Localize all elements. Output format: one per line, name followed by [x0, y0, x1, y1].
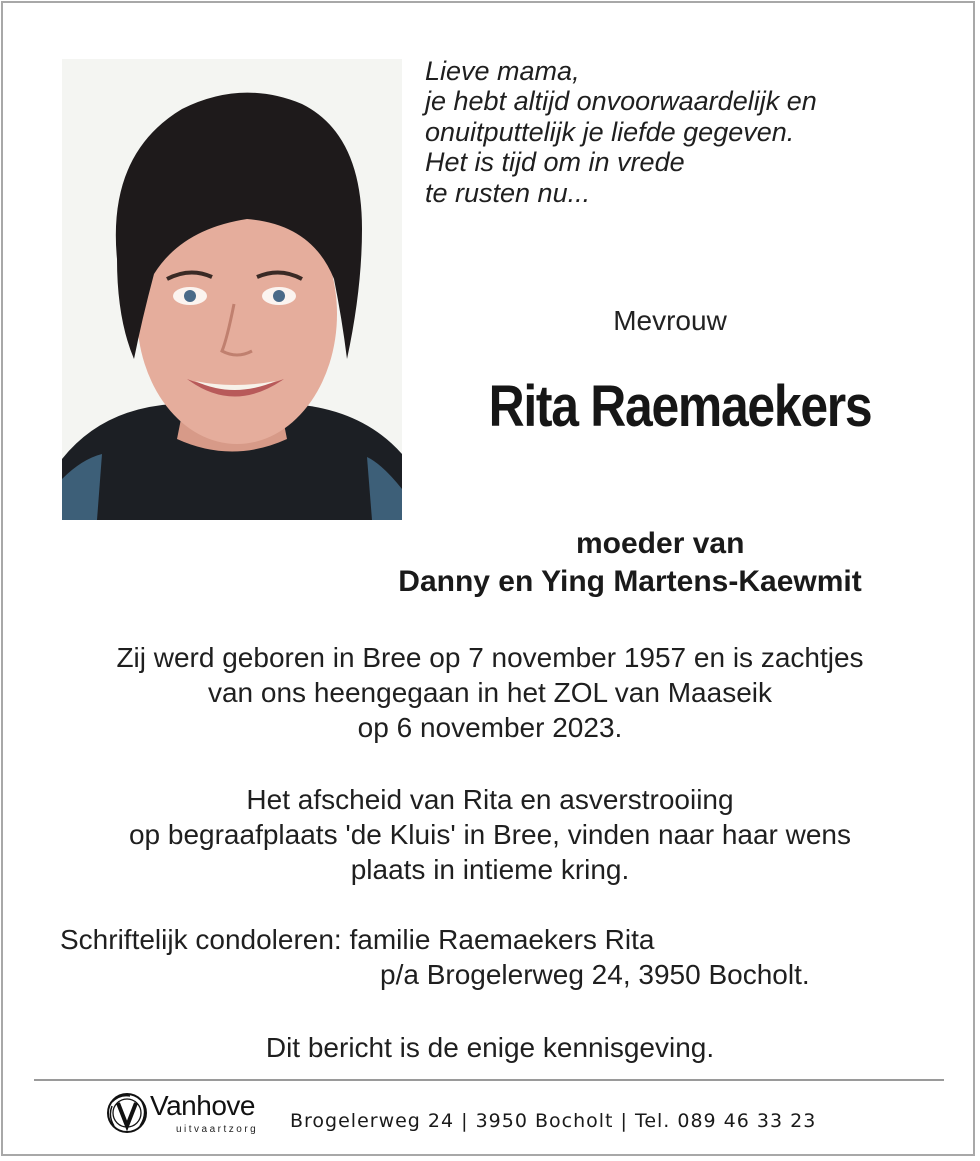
- poem-line: Het is tijd om in vrede: [425, 147, 685, 178]
- farewell-paragraph: [40, 782, 940, 887]
- poem-text: [425, 56, 945, 208]
- vanhove-emblem-icon: [104, 1088, 150, 1138]
- condolence-line: Schriftelijk condoleren: familie Raemaekers Rita: [60, 924, 655, 955]
- salutation: Mevrouw: [613, 305, 727, 336]
- condolence-address: p/a Brogelerweg 24, 3950 Bocholt.: [380, 959, 810, 990]
- poem-line: te rusten nu...: [425, 177, 591, 208]
- poem-line: Lieve mama,: [425, 56, 580, 86]
- paragraph-line: op begraafplaats 'de Kluis' in Bree, vinden naar haar wens: [128, 819, 852, 850]
- footer-divider: [34, 1079, 944, 1081]
- footer-contact: Brogelerweg 24 | 3950 Bocholt | Tel. 089 46 33 23: [290, 1110, 817, 1132]
- logo-name: Vanhove: [150, 1090, 255, 1121]
- paragraph-line: plaats in intieme kring.: [350, 854, 630, 885]
- paragraph-line: Zij werd geboren in Bree op 7 november 1957 en is zachtjes: [116, 642, 864, 673]
- funeral-home-logo: [104, 1088, 284, 1140]
- poem-line: onuitputtelijk je liefde gegeven.: [425, 116, 795, 147]
- relation-label: moeder van: [576, 527, 745, 560]
- paragraph-line: van ons heengegaan in het ZOL van Maaseik: [207, 677, 772, 708]
- birth-death-paragraph: [40, 640, 940, 745]
- paragraph-line: op 6 november 2023.: [357, 712, 623, 743]
- logo-subtitle: uitvaartzorg: [176, 1124, 259, 1135]
- relation-names: Danny en Ying Martens-Kaewmit: [398, 565, 862, 598]
- deceased-name: Rita Raemaekers: [488, 374, 872, 439]
- notice-text: Dit bericht is de enige kennisgeving.: [265, 1032, 715, 1063]
- paragraph-line: Het afscheid van Rita en asverstrooiing: [246, 784, 734, 815]
- portrait-photo: [62, 59, 402, 520]
- poem-line: je hebt altijd onvoorwaardelijk en: [425, 86, 817, 117]
